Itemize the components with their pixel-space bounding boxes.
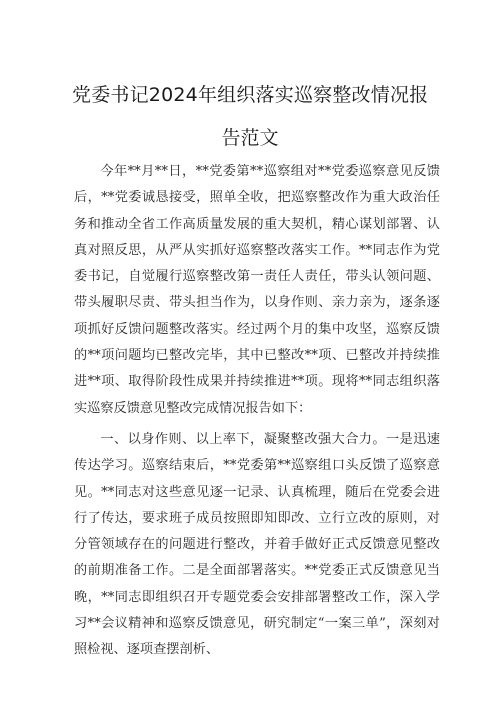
- paragraph-text: 今年**月**日，**党委第**巡察组对**党委巡察意见反馈后，**党委诚恳接受，照单全收，把巡察整改作为重大政治任务和推动全省工作高质量发展的重大契机，精心谋划部署、认真对照反思，从严从实抓好巡察整改落实工作。**同志作为党委书记，自觉履行巡察整改第一责任人责任，带头认领问题、带头履职尽责、带头担当作为，以身作则、亲力亲为，逐条逐项抓好反馈问题整改落实。经过两个月的集中攻坚，巡察反馈的**项问题均已整改完毕，其中已整改**项、已整改并持续推进**项、取得阶段性成果并持续推进**项。现将**同志组织落实巡察反馈意见整改完成情况报告如下：: [74, 164, 440, 416]
- paragraph-text: 一、以身作则、以上率下，凝聚整改强大合力。一是迅速传达学习。巡察结束后，**党委第**巡察组口头反馈了巡察意见。**同志对这些意见逐一记录、认真梳理，随后在党委会进行了传达，要求班子成员按照即知即改、立行立改的原则，对分管领域存在的问题进行整改，并着手做好正式反馈意见整改的前期准备工作。二是全面部署落实。**党委正式反馈意见当晚，**同志即组织召开专题党委会安排部署整改工作，深入学习**会议精神和巡察反馈意见，研究制定“一案三单”，深刻对照检视、逐项查摆剖析、: [74, 432, 440, 658]
- document-title-line-2: 告范文: [221, 127, 279, 149]
- document-title-line-1: 党委书记2024年组织落实巡察整改情况报: [72, 84, 429, 106]
- body-paragraph-1: [74, 159, 440, 422]
- body-paragraph-2: [74, 427, 440, 664]
